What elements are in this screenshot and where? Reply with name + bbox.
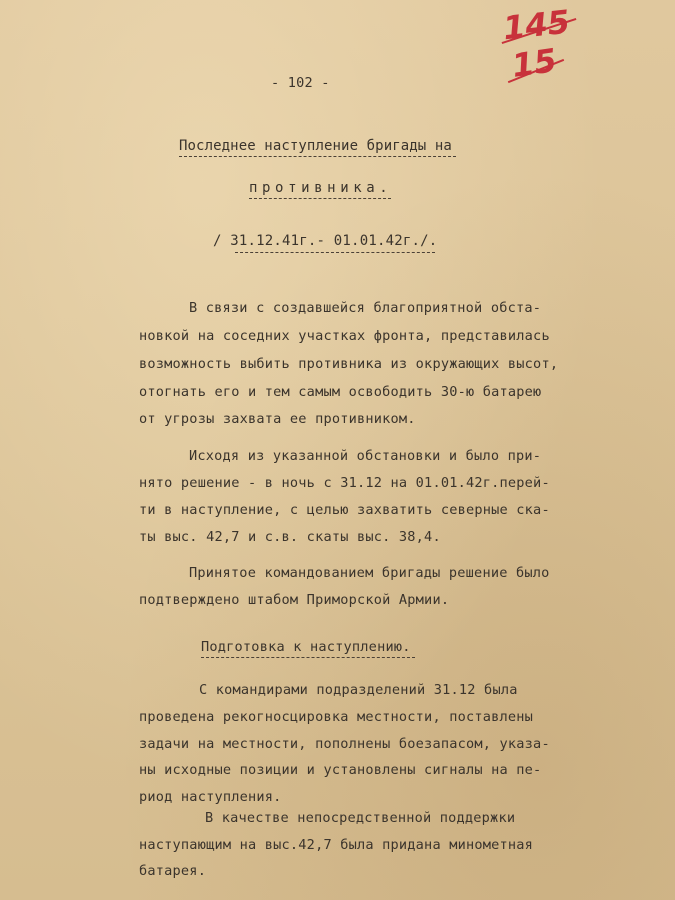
paragraph-2-line-1: Исходя из указанной обстановки и было при- xyxy=(189,448,542,464)
title-underline-2 xyxy=(249,198,391,199)
section-paragraph-1-line-5: риод наступления. xyxy=(139,789,282,805)
section-paragraph-2-line-1: В качестве непосредственной поддержки xyxy=(205,810,516,826)
page-number: - 102 - xyxy=(271,75,330,91)
section-heading-underline xyxy=(201,657,415,658)
section-paragraph-1-line-4: ны исходные позиции и установлены сигналы на пе- xyxy=(139,762,542,778)
section-paragraph-1-line-3: задачи на местности, пополнены боезапасом, указа- xyxy=(139,736,550,752)
document-title-line-2: противника. xyxy=(249,180,393,196)
paragraph-1-line-1: В связи с создавшейся благоприятной обста- xyxy=(189,300,542,316)
title-underline-3 xyxy=(235,252,435,253)
document-title-line-1: Последнее наступление бригады на xyxy=(179,138,452,154)
section-heading: Подготовка к наступлению. xyxy=(201,639,411,655)
paragraph-3-line-1: Принятое командованием бригады решение было xyxy=(189,565,550,581)
archive-number-top: 145 xyxy=(501,2,572,48)
paragraph-2-line-2: нято решение - в ночь с 31.12 на 01.01.42г.перей- xyxy=(139,475,550,491)
archive-number-bottom: 15 xyxy=(509,41,559,85)
title-underline-1 xyxy=(179,156,456,157)
paragraph-1-line-4: отогнать его и тем самым освободить 30-ю батарею xyxy=(139,384,542,400)
section-paragraph-2-line-2: наступающим на выс.42,7 была придана минометная xyxy=(139,837,534,853)
section-paragraph-1-line-1: С командирами подразделений 31.12 была xyxy=(199,682,518,698)
document-title-dates: / 31.12.41г.- 01.01.42г./. xyxy=(213,233,438,249)
paragraph-3-line-2: подтверждено штабом Приморской Армии. xyxy=(139,592,450,608)
paragraph-2-line-3: ти в наступление, с целью захватить северные ска- xyxy=(139,502,550,518)
section-paragraph-1-line-2: проведена рекогносцировка местности, поставлены xyxy=(139,709,534,725)
paragraph-1-line-2: новкой на соседних участках фронта, представилась xyxy=(139,328,550,344)
paragraph-2-line-4: ты выс. 42,7 и с.в. скаты выс. 38,4. xyxy=(139,529,441,545)
paragraph-1-line-3: возможность выбить противника из окружающих высот, xyxy=(139,356,559,372)
section-paragraph-2-line-3: батарея. xyxy=(139,863,207,879)
paragraph-1-line-5: от угрозы захвата ее противником. xyxy=(139,411,416,427)
